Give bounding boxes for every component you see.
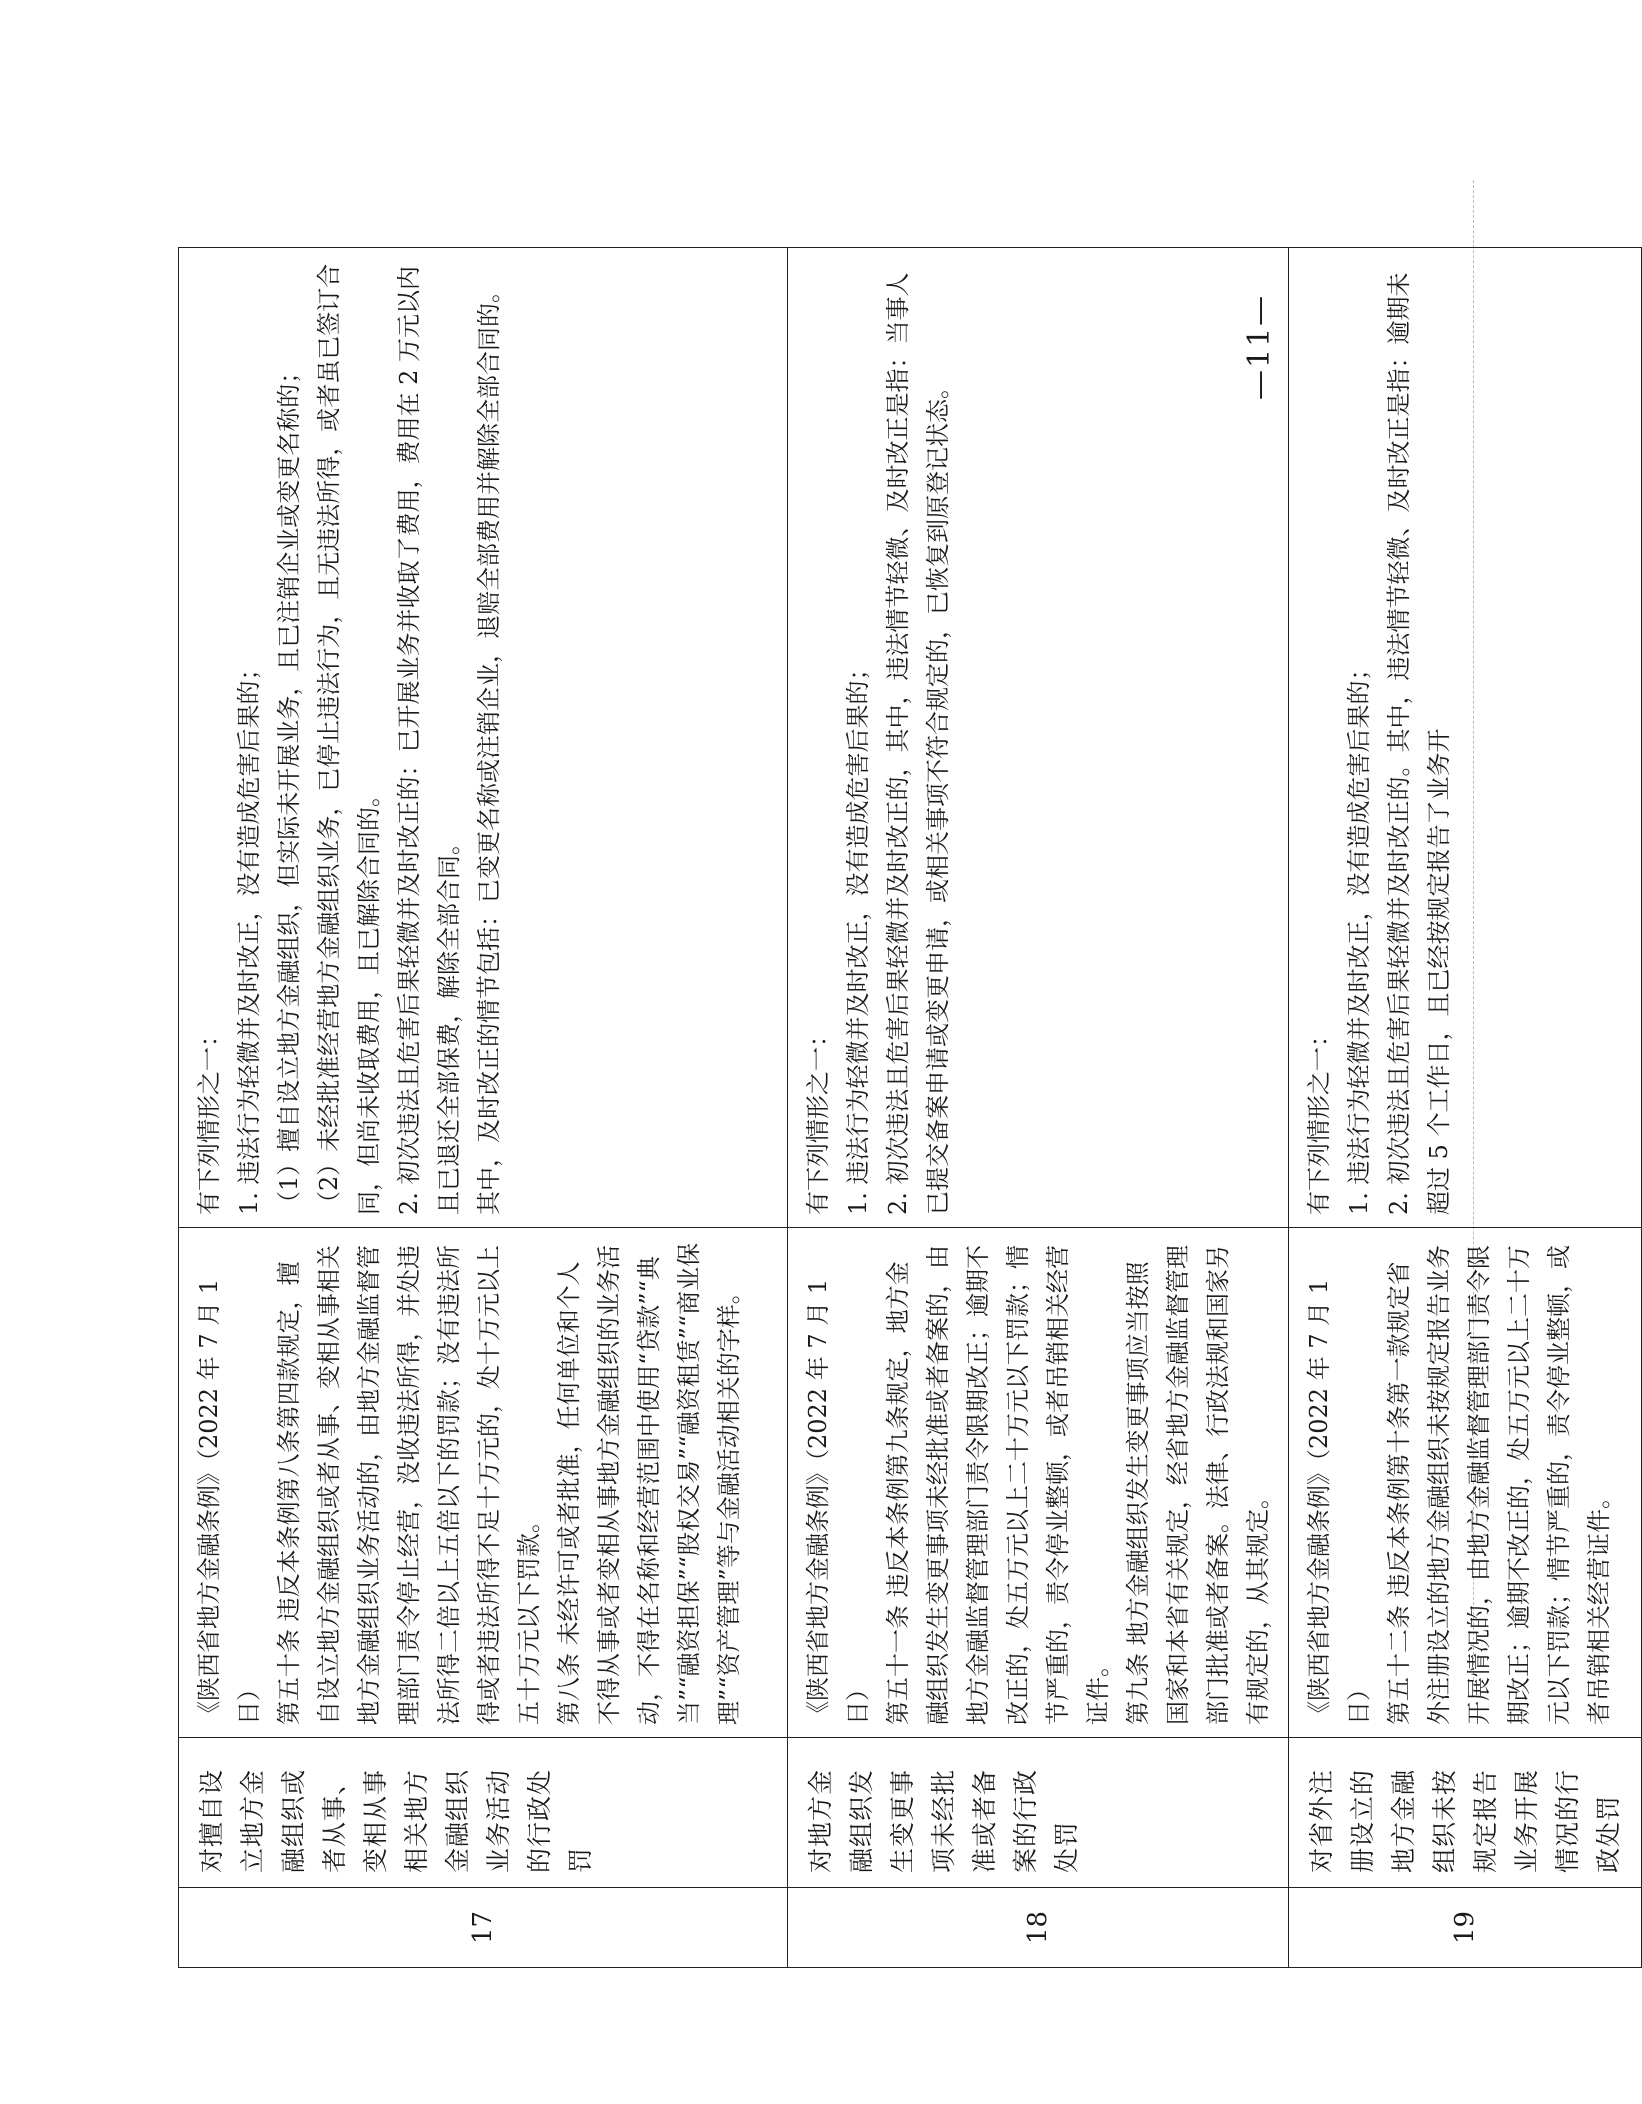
basis-line: 《陕西省地方金融条例》（2022 年 7 月 1 日） (804, 1278, 872, 1725)
legal-basis (788, 1228, 1289, 1738)
circumstance-line: 1. 违法行为轻微并及时改正，没有造成危害后果的； (1345, 656, 1373, 1215)
circumstance-line: 2. 初次违法且危害后果轻微并及时改正的，其中，违法情节轻微、及时改正是指：当事人已提交备案申请或变更申请，或相关事项不符合规定的，已恢复到原登记状态。 (884, 272, 952, 1215)
circumstance-line: （1）擅自设立地方金融组织，但实际未开展业务，且已注销企业或变更名称的； (275, 359, 303, 1215)
page-number: —11— (1242, 293, 1277, 400)
circumstance-line: 有下列情形之一： (804, 1023, 832, 1215)
exemption-circumstances (179, 248, 788, 1228)
basis-line: 《陕西省地方金融条例》（2022 年 7 月 1 日） (1305, 1278, 1373, 1725)
basis-line: 第八条 未经许可或者批准，任何单位和个人不得从事或者变相从事地方金融组织的业务活动，不得在名称和经营范围中使用“贷款”“典当”“融资担保”“股权交易”“融资租赁”“商业保理”“资产管理”等与金融活动相关的字样。 (555, 1242, 743, 1725)
basis-line: 第九条 地方金融组织发生变更事项应当按照国家和本省有关规定，经省地方金融监督管理部门批准或者备案。法律、行政法规和国家另有规定的，从其规定。 (1124, 1245, 1272, 1725)
circumstance-line: （2）未经批准经营地方金融组织业务，已停止违法行为，且无违法所得，或者虽已签订合同，但尚未收取费用，且已解除合同的。 (315, 263, 383, 1215)
rotated-table-block (178, 248, 1623, 1968)
penalty-table (178, 247, 1642, 1968)
basis-line: 第五十一条 违反本条例第九条规定，地方金融组织发生变更事项未经批准或者备案的，由地方金融监督管理部门责令限期改正；逾期不改正的，处五万元以上二十万元以下罚款；情节严重的，责令停业整顿，或者吊销相关经营证件。 (884, 1245, 1112, 1725)
circumstance-line: 有下列情形之一： (1305, 1023, 1333, 1215)
row-number: 19 (1289, 1888, 1642, 1968)
legal-basis (179, 1228, 788, 1738)
circumstance-line: 1. 违法行为轻微并及时改正，没有造成危害后果的； (235, 656, 263, 1215)
circumstance-line: 2. 初次违法且危害后果轻微并及时改正的：已开展业务并收取了费用，费用在 2 万元以内且已退还全部保费，解除全部合同。 (395, 265, 463, 1215)
basis-line: 第五十二条 违反本条例第十条第一款规定省外注册设立的地方金融组织未按规定报告业务开展情况的，由地方金融监督管理部门责令限期改正；逾期不改正的，处五万元以上二十万元以下罚款；情节严重的，责令停业整顿，或者吊销相关经营证件。 (1385, 1245, 1613, 1725)
basis-line: 第五十条 违反本条例第八条第四款规定，擅自设立地方金融组织或者从事、变相从事相关地方金融组织业务活动的，由地方金融监督管理部门责令停止经营，没收违法所得，并处违法所得二倍以上五倍以下的罚款；没有违法所得或者违法所得不足十万元的，处十万元以上五十万元以下罚款。 (275, 1245, 543, 1725)
circumstance-line: 其中，及时改正的情节包括：已变更名称或注销企业，退赔全部费用并解除全部合同的。 (475, 279, 503, 1215)
table-row (1289, 248, 1642, 1968)
penalty-item: 对省外注册设立的地方金融组织未按规定报告业务开展情况的行政处罚 (1289, 1738, 1642, 1888)
circumstance-line: 2. 初次违法且危害后果轻微并及时改正的。其中，违法情节轻微、及时改正是指：逾期未超过 5 个工作日，且已经按规定报告了业务开 (1385, 272, 1453, 1215)
penalty-item: 对擅自设立地方金融组织或者从事、变相从事相关地方金融组织业务活动的行政处罚 (179, 1738, 788, 1888)
table-row (788, 248, 1289, 1968)
row-number: 17 (179, 1888, 788, 1968)
table-row (179, 248, 788, 1968)
penalty-item: 对地方金融组织发生变更事项未经批准或者备案的行政处罚 (788, 1738, 1289, 1888)
basis-line: 《陕西省地方金融条例》（2022 年 7 月 1 日） (195, 1278, 263, 1725)
row-number: 18 (788, 1888, 1289, 1968)
circumstance-line: 有下列情形之一： (195, 1023, 223, 1215)
legal-basis (1289, 1228, 1642, 1738)
exemption-circumstances (788, 248, 1289, 1228)
circumstance-line: 1. 违法行为轻微并及时改正，没有造成危害后果的； (844, 656, 872, 1215)
